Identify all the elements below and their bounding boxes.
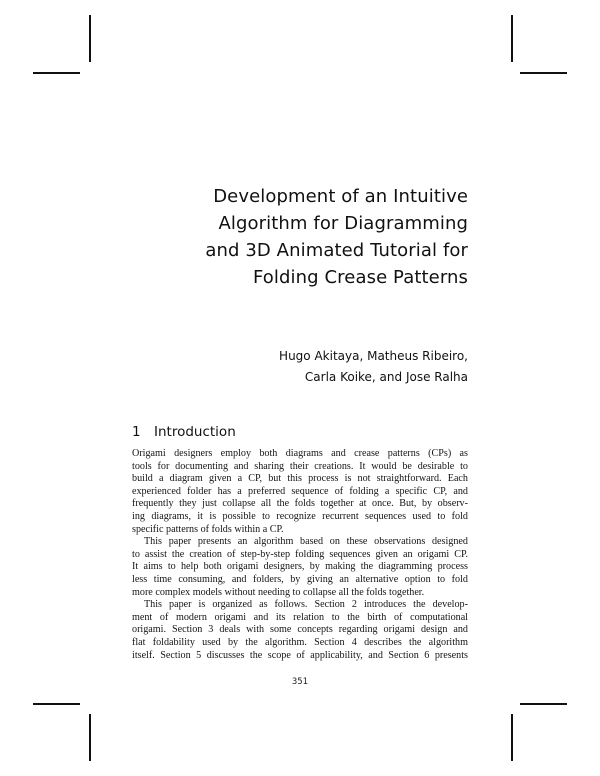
title-line: Folding Crease Patterns bbox=[253, 267, 468, 288]
body-line: origami. Section 3 deals with some concepts regarding origami design and bbox=[132, 624, 468, 636]
section-title: Introduction bbox=[154, 424, 236, 440]
section-number: 1 bbox=[132, 424, 141, 440]
body-line: This paper presents an algorithm based on these observations designed bbox=[144, 536, 468, 548]
crop-mark-top-right-vertical bbox=[511, 15, 513, 62]
body-line: ment of modern origami and its relation to the birth of computational bbox=[132, 611, 468, 623]
body-line: flat foldability used by the algorithm. Section 4 describes the algorithm bbox=[132, 636, 468, 648]
body-line: build a diagram given a CP, but this process is not straightforward. Each bbox=[132, 473, 468, 485]
body-line: itself. Section 5 discusses the scope of applicability, and Section 6 presents bbox=[132, 649, 468, 661]
body-line: ing diagrams, it is possible to recognize recurrent sequences used to fold bbox=[132, 510, 468, 522]
body-line: specific patterns of folds within a CP. bbox=[132, 523, 284, 535]
paper-title bbox=[150, 183, 468, 291]
crop-mark-bottom-left-horizontal bbox=[33, 703, 80, 705]
body-line: It aims to help both origami designers, by making the diagramming process bbox=[132, 561, 468, 573]
body-line: to assist the creation of step-by-step folding sequences given an origami CP. bbox=[132, 548, 468, 560]
body-line: more complex models without needing to collapse all the folds together. bbox=[132, 586, 425, 598]
title-line: and 3D Animated Tutorial for bbox=[205, 240, 468, 261]
body-line: experienced folder has a preferred sequence of folding a specific CP, and bbox=[132, 485, 468, 497]
body-line: This paper is organized as follows. Section 2 introduces the develop- bbox=[144, 599, 468, 611]
body-line: tools for documenting and sharing their creations. It would be desirable to bbox=[132, 460, 468, 472]
crop-mark-bottom-right-vertical bbox=[511, 714, 513, 761]
author-line: Hugo Akitaya, Matheus Ribeiro, bbox=[279, 349, 468, 363]
author-line: Carla Koike, and Jose Ralha bbox=[304, 370, 468, 384]
crop-mark-bottom-right-horizontal bbox=[520, 703, 567, 705]
crop-mark-top-left-horizontal bbox=[33, 72, 80, 74]
title-line: Development of an Intuitive bbox=[213, 186, 468, 207]
crop-mark-top-right-horizontal bbox=[520, 72, 567, 74]
title-line: Algorithm for Diagramming bbox=[218, 213, 468, 234]
body-line: Origami designers employ both diagrams and crease patterns (CPs) as bbox=[132, 448, 468, 459]
crop-mark-bottom-left-vertical bbox=[89, 714, 91, 761]
section-heading bbox=[132, 424, 468, 440]
body-line: frequently they just collapse all the folds together at once. But, by observ- bbox=[132, 498, 468, 510]
body-text bbox=[132, 448, 468, 662]
body-line: less time consuming, and folders, by giving an alternative option to fold bbox=[132, 573, 468, 585]
crop-mark-top-left-vertical bbox=[89, 15, 91, 62]
author-list bbox=[200, 346, 468, 388]
page-number: 351 bbox=[291, 677, 309, 687]
